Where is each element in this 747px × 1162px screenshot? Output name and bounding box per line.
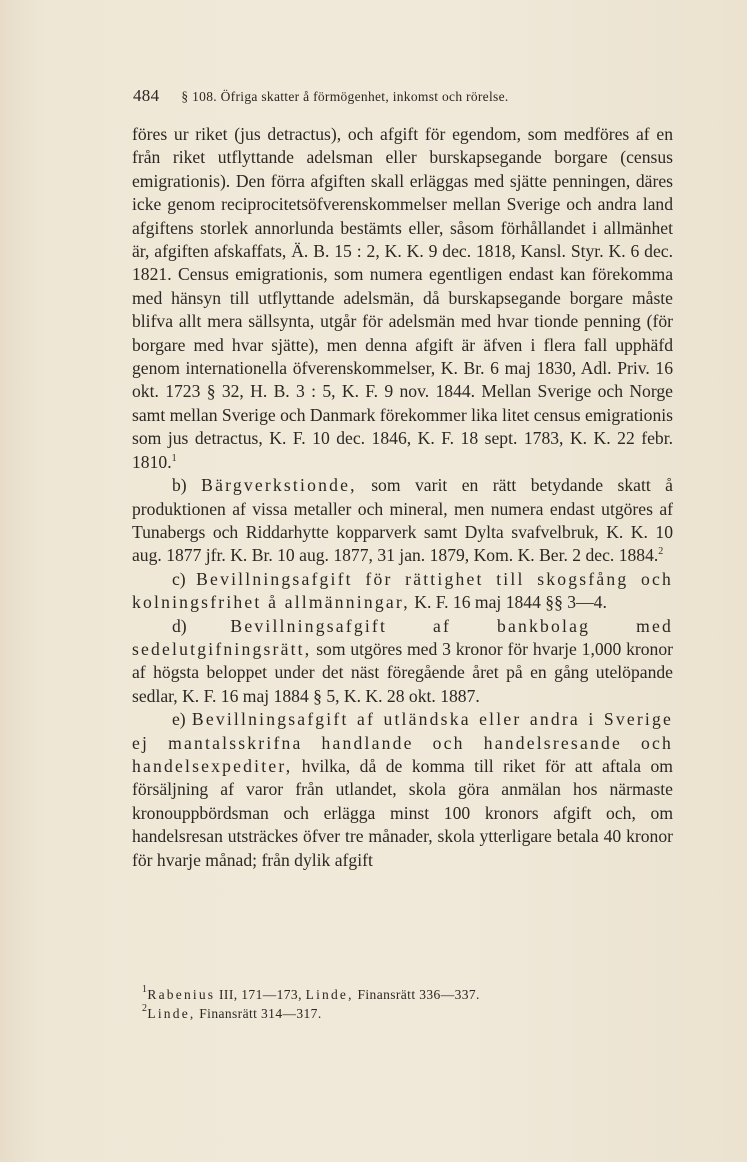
paragraph-1 bbox=[132, 123, 673, 474]
paragraph-1-text: föres ur riket (jus detractus), och afgift för egendom, som medföres af en från riket utflyttande adelsman eller burskapsegande borgare (census emigrationis). Den förra afgiften skall erläggas med sjätte penningen, däres icke genom reciprocitetsöfverenskommelser mellan Sverige och andra land afgiftens storlek annorlunda bestämts eller, såsom förhållandet i allmänhet är, afgiften afskaffats, Ä. B. 15 : 2, K. K. 9 dec. 1818, Kansl. Styr. K. 6 dec. 1821. Census emigrationis, som numera egentligen endast kan förekomma med hänsyn till utflyttande adelsmän, då burskapsegande borgare måste blifva allt mera sällsynta, utgår för adelsmän med hvar tionde penning (för borgare med hvar sjätte), men denna afgift är äfven i flera fall upphäfd genom internationella öfverenskommelser, K. Br. 6 maj 1830, Adl. Priv. 16 okt. 1723 § 32, H. B. 3 : 5, K. F. 9 nov. 1844. Mellan Sverige och Norge samt mellan Sverige och Danmark förekommer lika litet census emigrationis som jus detractus, K. F. 10 dec. 1846, K. F. 18 sept. 1783, K. K. 22 febr. 1810. bbox=[132, 124, 673, 472]
item-c-lead: c) bbox=[172, 568, 186, 589]
running-title: § 108. Öfriga skatter å förmögenhet, inkomst och rörelse. bbox=[181, 89, 509, 104]
paragraph-e bbox=[132, 708, 673, 872]
footnote-1-author2: Linde, bbox=[305, 987, 354, 1002]
item-e-term: Bevillningsafgift af utländska eller andra i Sverige ej mantalsskrifna handlande och handelsresande och handelsexpediter, bbox=[132, 709, 673, 776]
running-header bbox=[133, 86, 613, 106]
item-d-lead: d) bbox=[172, 615, 187, 636]
item-b-text: som varit en rätt betydande skatt å produktionen af vissa metaller och mineral, men numera endast utgöres af Tunabergs och Riddarhytte kopparverk samt Dylta svafvelbruk, K. K. 10 aug. 1877 jfr. K. Br. 10 aug. 1877, 31 jan. 1879, Kom. K. Ber. 2 dec. 1884. bbox=[132, 475, 673, 566]
footnote-2-mark: 2 bbox=[142, 1003, 148, 1014]
paragraph-c bbox=[132, 568, 673, 615]
item-c-text: K. F. 16 maj 1844 §§ 3—4. bbox=[414, 592, 607, 613]
paragraph-b bbox=[132, 474, 673, 568]
footnote-2-author: Linde, bbox=[147, 1006, 196, 1021]
footnote-1-mark: 1 bbox=[142, 984, 148, 995]
footnote-ref-1: 1 bbox=[171, 452, 177, 464]
item-b-lead: b) bbox=[172, 475, 187, 496]
footnote-1-author: Rabenius bbox=[147, 987, 216, 1002]
item-c-term: Bevillningsafgift för rättighet till skogsfång och kolningsfrihet å allmänningar, bbox=[132, 568, 673, 613]
item-d-term: Bevillningsafgift af bankbolag med sedelutgifningsrätt, bbox=[132, 615, 673, 659]
item-d-text: som utgöres med 3 kronor för hvarje 1,000 kronor af högsta beloppet under det näst föregående året på en gång utelöpande sedlar, K. F. 16 maj 1884 § 5, K. K. 28 okt. 1887. bbox=[132, 638, 673, 706]
footnote-1 bbox=[142, 985, 662, 1004]
item-e-text: hvilka, då de komma till riket för att aftala om försäljning af varor från utlandet, skola göra anmälan hos närmaste kronouppbördsman och erlägga minst 100 kronors afgift och, om handelsresan utsträckes öfver tre månader, skola ytterligare betala 40 kronor för hvarje månad; från dylik afgift bbox=[132, 755, 673, 870]
paragraph-d bbox=[132, 615, 673, 709]
footnote-2 bbox=[142, 1004, 662, 1023]
footnote-2-text: Finansrätt 314—317. bbox=[199, 1006, 322, 1021]
page-number: 484 bbox=[133, 86, 160, 105]
item-b-term: Bärgverkstionde, bbox=[201, 475, 357, 496]
footnotes bbox=[142, 985, 662, 1023]
main-text bbox=[132, 123, 673, 872]
footnote-ref-2: 2 bbox=[658, 546, 664, 558]
footnote-1-text2: Finansrätt 336—337. bbox=[357, 987, 480, 1002]
item-e-lead: e) bbox=[172, 709, 186, 730]
footnote-1-text: III, 171—173, bbox=[219, 987, 302, 1002]
